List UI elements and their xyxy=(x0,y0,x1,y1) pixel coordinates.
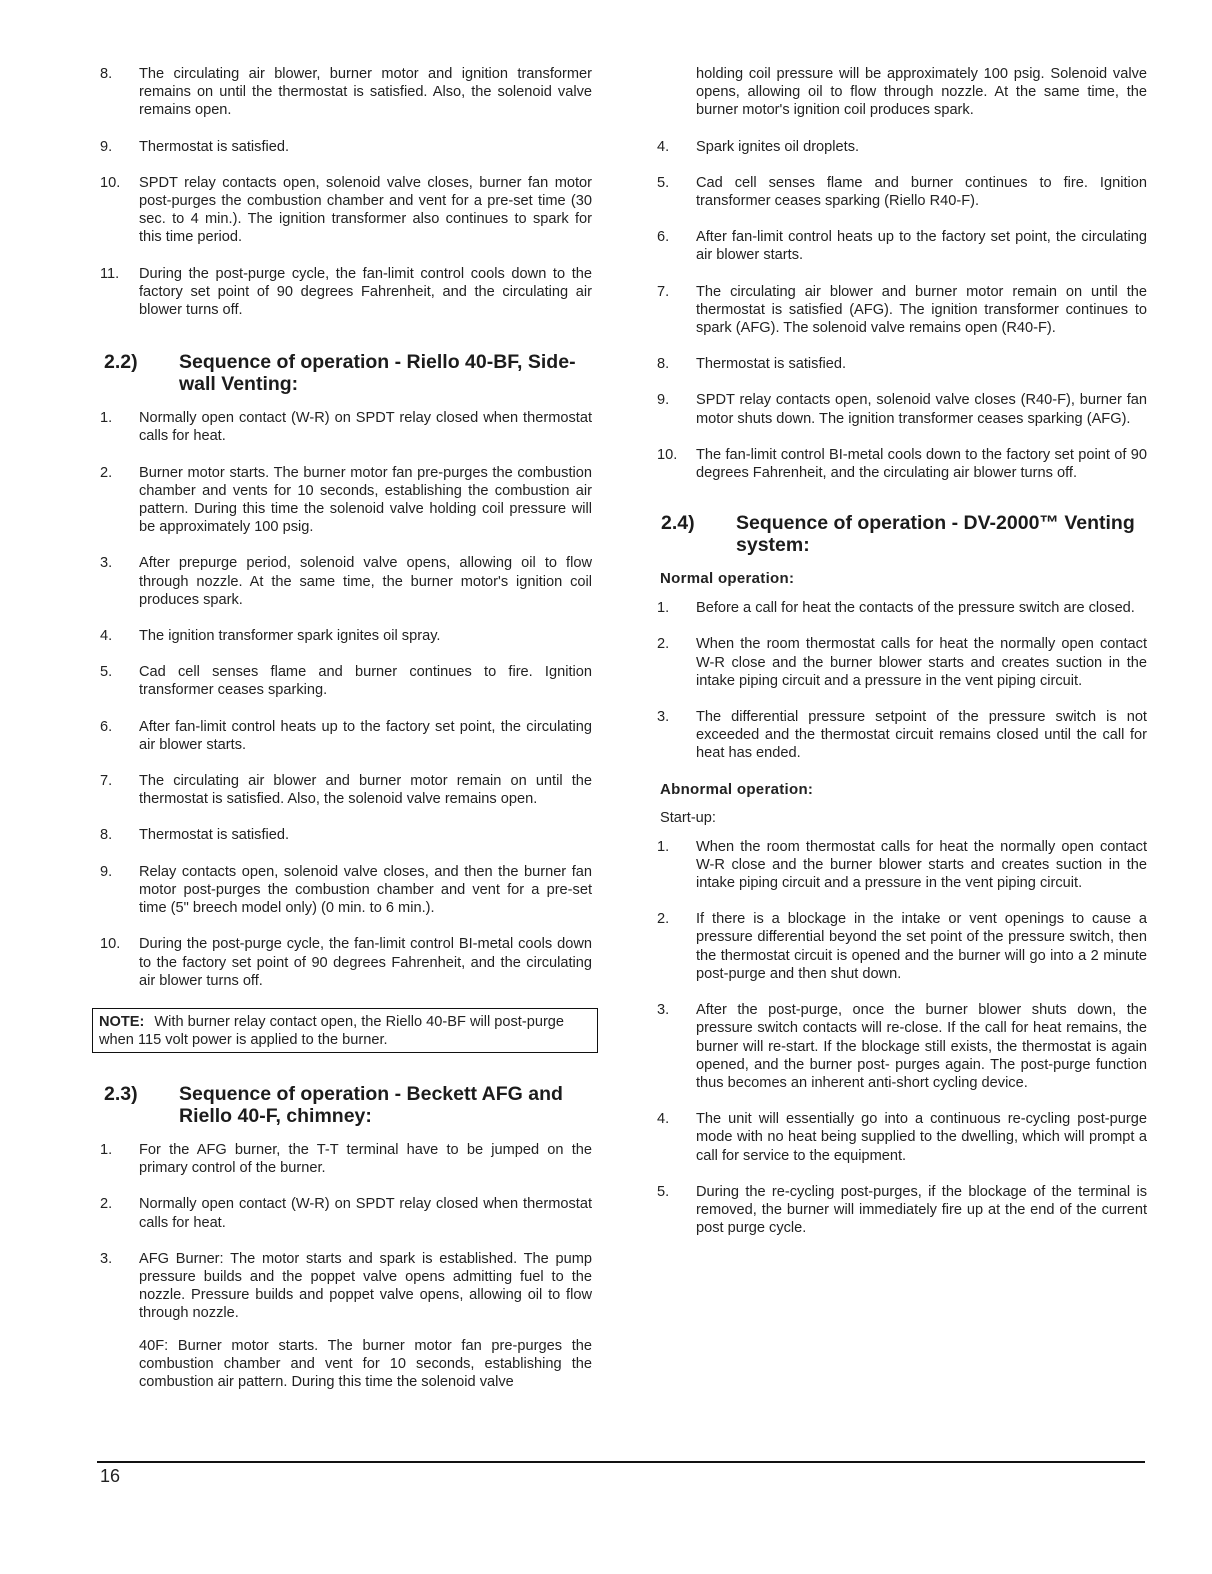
section-2-2-list xyxy=(100,409,592,990)
list-item: 9. SPDT relay contacts open, solenoid valve closes (R40-F), burner fan motor shuts down. The ignition transformer ceases sparking (AFG). xyxy=(657,392,1147,427)
list-item: 2. Burner motor starts. The burner motor fan pre-purges the combustion chamber and vents for 10 seconds, establishing the combustion air pattern. During this time the solenoid valve holding coil pressure will be approximately 100 psig. xyxy=(100,464,592,536)
list-item: 5. Cad cell senses flame and burner continues to fire. Ignition transformer ceases sparking (Riello R40-F). xyxy=(657,174,1147,210)
section-2-3-list-continued xyxy=(657,138,1147,483)
list-item: 5. Cad cell senses flame and burner continues to fire. Ignition transformer ceases sparking. xyxy=(100,664,592,699)
list-item: 2. Normally open contact (W-R) on SPDT relay closed when thermostat calls for heat. xyxy=(100,1196,592,1231)
list-item: 9. Thermostat is satisfied. xyxy=(100,138,290,155)
list-item: 3. AFG Burner: The motor starts and spark is established. The pump pressure builds and the poppet valve opens admitting fuel to the nozzle. Pressure builds and poppet valve opens, allowing oil to flow through nozzle. 40F: Burner motor starts. The burner motor fan pre-purges the combustion chamber and vent for 10 seconds, establishing the combustion air pattern. During this time the solenoid valve xyxy=(100,1250,592,1390)
list-item: 4. Spark ignites oil droplets. xyxy=(657,138,860,155)
normal-operation-label: Normal operation: xyxy=(660,570,795,588)
section-2-4-heading: 2.4) Sequence of operation - DV-2000™ Venting system: xyxy=(661,512,1135,557)
list-item: 7. The circulating air blower and burner motor remain on until the thermostat is satisfied (AFG). The ignition transformer continues to spark (AFG). The solenoid valve remains open (R40-F). xyxy=(657,283,1147,337)
list-item: 10. During the post-purge cycle, the fan-limit control BI-metal cools down to the factory set point of 90 degrees Fahrenheit, and the circulating air blower turns off. xyxy=(100,936,592,989)
note-text: With burner relay contact open, the Riello 40-BF will post-purge when 115 volt power is applied to the burner. xyxy=(99,1013,565,1048)
continued-paragraph: holding coil pressure will be approximately 100 psig. Solenoid valve opens, allowing oil to flow through nozzle. At the same time, the burner motor's ignition coil produces spark. xyxy=(696,66,1147,119)
list-item: 2. If there is a blockage in the intake or vent openings to cause a pressure differential beyond the set point of the pressure switch, then the thermostat circuit is opened and the burner will go into a 2 minute post-purge and then shut down. xyxy=(657,911,1147,982)
list-item: 3. After prepurge period, solenoid valve opens, allowing oil to flow through nozzle. At the same time, the burner motor's ignition coil produces spark. xyxy=(100,555,592,608)
list-item: 2. When the room thermostat calls for heat the normally open contact W-R close and the burner blower starts and creates suction in the intake piping circuit and a pressure in the vent piping circuit. xyxy=(657,636,1147,689)
list-item: 10. SPDT relay contacts open, solenoid valve closes, burner fan motor post-purges the combustion chamber and vent for a pre-set time (30 sec. to 4 min.). The ignition transformer also continues to spark for this time period. xyxy=(100,174,592,246)
list-item: 8. The circulating air blower, burner motor and ignition transformer remains on until the thermostat is satisfied. Also, the solenoid valve remains open. xyxy=(100,66,592,119)
list-item: 6. After fan-limit control heats up to the factory set point, the circulating air blower starts. xyxy=(100,718,592,753)
list-item: 3. The differential pressure setpoint of the pressure switch is not exceeded and the thermostat circuit remains closed until the call for heat has ended. xyxy=(657,709,1147,762)
abnormal-operation-list xyxy=(657,838,1147,1238)
list-item: 11. During the post-purge cycle, the fan-limit control cools down to the factory set point of 90 degrees Fahrenheit, and the circulating air blower turns off. xyxy=(100,265,592,319)
list-item: 1. Normally open contact (W-R) on SPDT relay closed when thermostat calls for heat. xyxy=(100,410,592,445)
list-item: 3. After the post-purge, once the burner blower shuts down, the pressure switch contacts will re-close. If the call for heat remains, the burner will re-start. If the blockage still exists, the thermostat is again opened, and the burner post- purges again. The post-purge function thus becomes an inherent anti-short cycling device. xyxy=(657,1002,1147,1091)
continued-list xyxy=(100,65,592,319)
list-item: 8. Thermostat is satisfied. xyxy=(100,827,290,844)
list-item: 7. The circulating air blower and burner motor remain on until the thermostat is satisfied. Also, the solenoid valve remains open. xyxy=(100,773,592,808)
list-item: 6. After fan-limit control heats up to the factory set point, the circulating air blower starts. xyxy=(657,229,1147,264)
list-item: 5. During the re-cycling post-purges, if the blockage of the terminal is removed, the burner will immediately fire up at the end of the current post purge cycle. xyxy=(657,1183,1147,1237)
list-item: 9. Relay contacts open, solenoid valve closes, and then the burner fan motor post-purges the combustion chamber and vent for a pre-set time (5" breech model only) (0 min. to 6 min.). xyxy=(100,863,592,917)
list-item: 10. The fan-limit control BI-metal cools down to the factory set point of 90 degrees Fahrenheit, and the circulating air blower turns off. xyxy=(657,446,1147,482)
footer-divider xyxy=(97,1461,1145,1463)
list-item: 4. The unit will essentially go into a continuous re-cycling post-purge mode with no heat being supplied to the dwelling, which will prompt a call for service to the equipment. xyxy=(657,1111,1147,1164)
section-2-2-heading: 2.2) Sequence of operation - Riello 40-BF, Side-wall Venting: xyxy=(104,351,576,396)
left-column xyxy=(100,65,592,1409)
list-item: 1. When the room thermostat calls for heat the normally open contact W-R close and the burner blower starts and creates suction in the intake piping circuit and a pressure in the vent piping circuit. xyxy=(657,838,1147,892)
note-label: NOTE: xyxy=(99,1013,145,1030)
right-column xyxy=(657,65,1147,1255)
page-number: 16 xyxy=(100,1466,121,1486)
list-item: 8. Thermostat is satisfied. xyxy=(657,356,847,373)
normal-operation-list xyxy=(657,599,1147,762)
startup-label: Start-up: xyxy=(660,809,716,826)
section-2-3-list xyxy=(100,1141,592,1391)
abnormal-operation-label: Abnormal operation: xyxy=(660,780,814,798)
list-item: 1. For the AFG burner, the T-T terminal have to be jumped on the primary control of the burner. xyxy=(100,1141,592,1177)
list-item: 4. The ignition transformer spark ignites oil spray. xyxy=(100,628,441,645)
section-2-3-heading: 2.3) Sequence of operation - Beckett AFG and Riello 40-F, chimney: xyxy=(104,1082,563,1127)
note-box xyxy=(92,1008,598,1053)
list-item: 1. Before a call for heat the contacts of the pressure switch are closed. xyxy=(657,600,1135,617)
